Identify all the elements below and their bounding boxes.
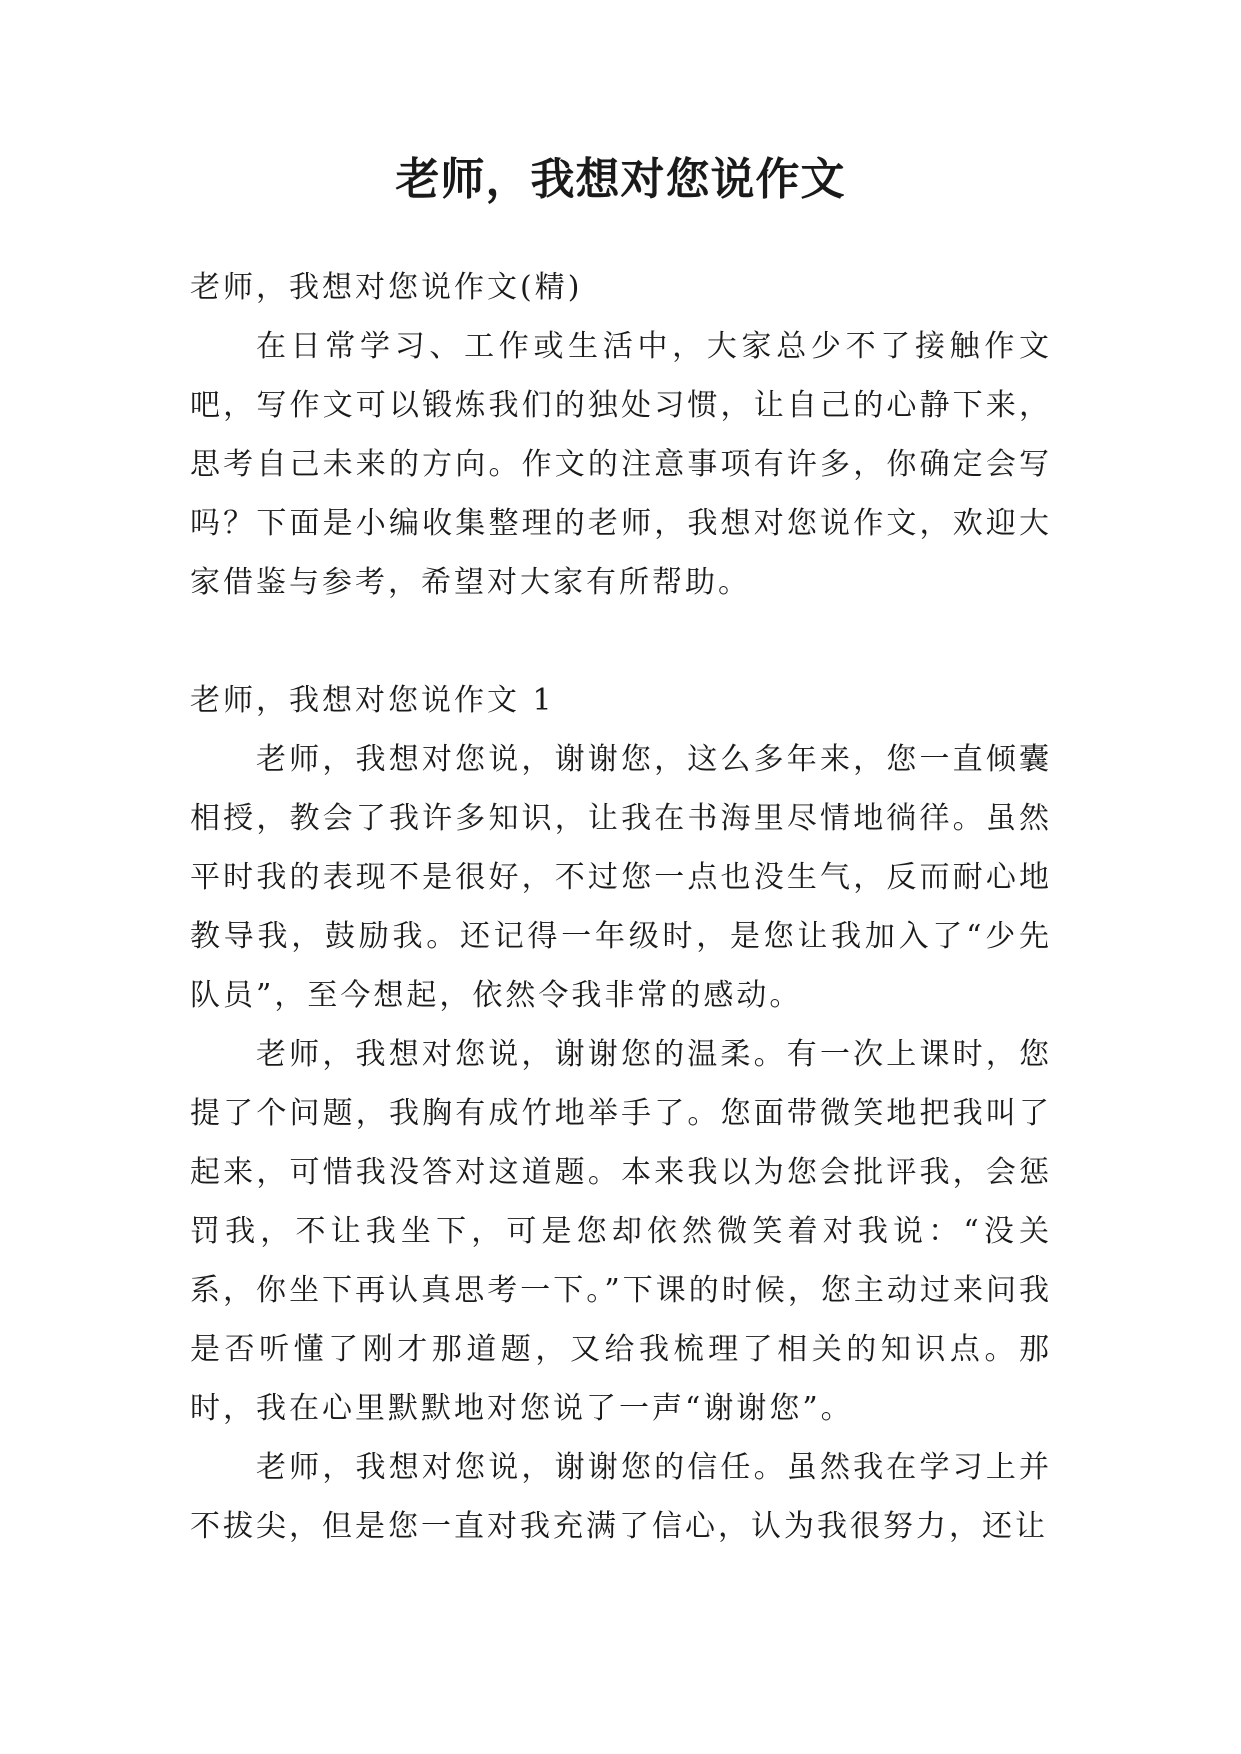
document-body: [190, 258, 1052, 1556]
essay-1-paragraph-2: 老师，我想对您说，谢谢您的温柔。有一次上课时，您提了个问题，我胸有成竹地举手了。您面带微笑地把我叫了起来，可惜我没答对这道题。本来我以为您会批评我，会惩罚我，不让我坐下，可是您却依然微笑着对我说：“没关系，你坐下再认真思考一下。”下课的时候，您主动过来问我是否听懂了刚才那道题，又给我梳理了相关的知识点。那时，我在心里默默地对您说了一声“谢谢您”。: [190, 1037, 1052, 1426]
intro-paragraph: 在日常学习、工作或生活中，大家总少不了接触作文吧，写作文可以锻炼我们的独处习惯，让自己的心静下来，思考自己未来的方向。作文的注意事项有许多，你确定会写吗？下面是小编收集整理的老师，我想对您说作文，欢迎大家借鉴与参考，希望对大家有所帮助。: [190, 329, 1052, 600]
intro-heading: 老师，我想对您说作文(精): [190, 270, 583, 305]
document-title: 老师，我想对您说作文: [395, 154, 846, 205]
essay-1-heading: 老师，我想对您说作文 1: [190, 683, 555, 718]
section-spacer: [190, 612, 1052, 671]
essay-1-paragraph-3: 老师，我想对您说，谢谢您的信任。虽然我在学习上并不拔尖，但是您一直对我充满了信心，认为我很努力，还让: [190, 1450, 1052, 1544]
essay-1-paragraph-1: 老师，我想对您说，谢谢您，这么多年来，您一直倾囊相授，教会了我许多知识，让我在书海里尽情地徜徉。虽然平时我的表现不是很好，不过您一点也没生气，反而耐心地教导我，鼓励我。还记得一年级时，是您让我加入了“少先队员”，至今想起，依然令我非常的感动。: [190, 742, 1052, 1013]
